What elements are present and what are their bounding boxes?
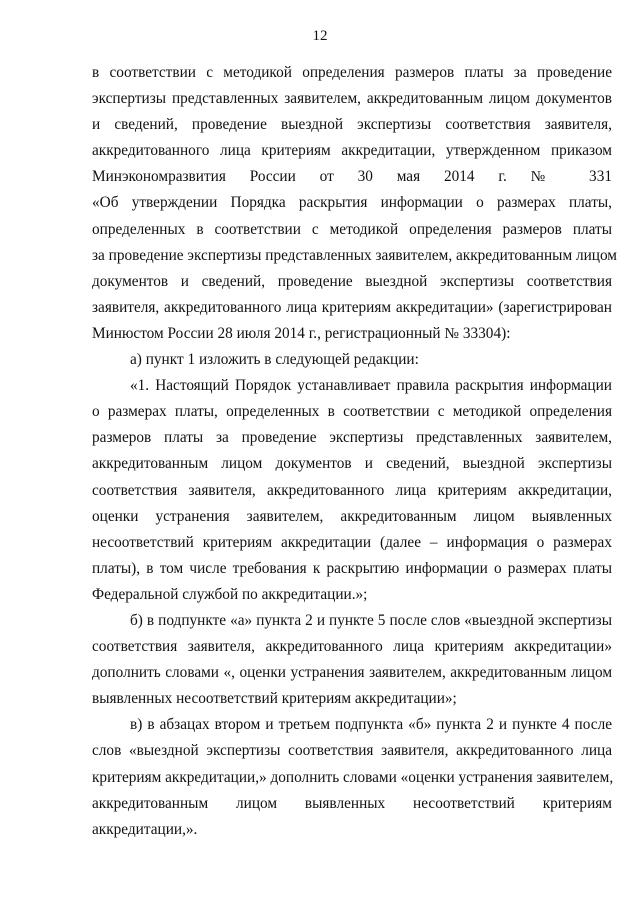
text-line: размеров платы за проведение экспертизы представленных заявителем, bbox=[92, 429, 612, 447]
text-line: выявленных несоответствий критериям аккредитации»; bbox=[92, 690, 457, 708]
text-line: «Об утверждении Порядка раскрытия информации о размерах платы, bbox=[92, 194, 612, 212]
text-line: оценки устранения заявителем, аккредитованным лицом выявленных bbox=[92, 507, 612, 525]
text-line: несоответствий критериям аккредитации (далее – информация о размерах bbox=[92, 533, 612, 551]
text-line: платы), в том числе требования к раскрытию информации о размерах платы bbox=[92, 559, 612, 577]
text-line: о размерах платы, определенных в соответствии с методикой определения bbox=[92, 403, 612, 421]
text-line: Минэкономразвития России от 30 мая 2014 г. № 331 bbox=[92, 168, 612, 186]
text-line: аккредитованного лица критериям аккредитации, утвержденном приказом bbox=[92, 142, 612, 160]
text-line: соответствия заявителя, аккредитованного лица критериям аккредитации» bbox=[92, 638, 612, 656]
text-line: а) пункт 1 изложить в следующей редакции: bbox=[130, 351, 419, 369]
text-line: Минюстом России 28 июля 2014 г., регистрационный № 33304): bbox=[92, 324, 511, 342]
text-line: б) в подпункте «а» пункта 2 и пункте 5 после слов «выездной экспертизы bbox=[130, 611, 612, 629]
text-line: документов и сведений, проведение выездной экспертизы соответствия bbox=[92, 272, 612, 290]
text-line: аккредитованным лицом документов и сведений, выездной экспертизы bbox=[92, 455, 612, 473]
page-number: 12 bbox=[312, 28, 328, 44]
document-body bbox=[92, 60, 617, 843]
text-line: критериям аккредитации,» дополнить словами «оценки устранения заявителем, bbox=[92, 768, 614, 786]
text-line: за проведение экспертизы представленных заявителем, аккредитованным лицом bbox=[92, 246, 617, 264]
text-line: аккредитованным лицом выявленных несоответствий критериям bbox=[92, 794, 612, 812]
text-line: и сведений, проведение выездной экспертизы соответствия заявителя, bbox=[92, 116, 612, 134]
paragraph-item-v bbox=[92, 712, 612, 842]
text-line: слов «выездной экспертизы соответствия заявителя, аккредитованного лица bbox=[92, 742, 612, 760]
paragraph-decree-reference bbox=[92, 60, 617, 347]
text-line: экспертизы представленных заявителем, аккредитованным лицом документов bbox=[92, 90, 612, 108]
text-line: «1. Настоящий Порядок устанавливает правила раскрытия информации bbox=[130, 377, 612, 395]
text-line: соответствия заявителя, аккредитованного лица критериям аккредитации, bbox=[92, 481, 612, 499]
text-line: определенных в соответствии с методикой определения размеров платы bbox=[92, 220, 612, 238]
text-line: заявителя, аккредитованного лица критериям аккредитации» (зарегистрирован bbox=[92, 298, 612, 316]
text-line: в) в абзацах втором и третьем подпункта «б» пункта 2 и пункте 4 после bbox=[130, 716, 612, 734]
text-line: Федеральной службой по аккредитации.»; bbox=[92, 585, 368, 603]
text-line: дополнить словами «, оценки устранения заявителем, аккредитованным лицом bbox=[92, 664, 612, 682]
text-line: аккредитации,». bbox=[92, 820, 198, 838]
paragraph-item-a bbox=[92, 347, 612, 373]
text-line: в соответствии с методикой определения размеров платы за проведение bbox=[92, 64, 612, 81]
paragraph-new-wording bbox=[92, 373, 612, 608]
paragraph-item-b bbox=[92, 608, 612, 712]
